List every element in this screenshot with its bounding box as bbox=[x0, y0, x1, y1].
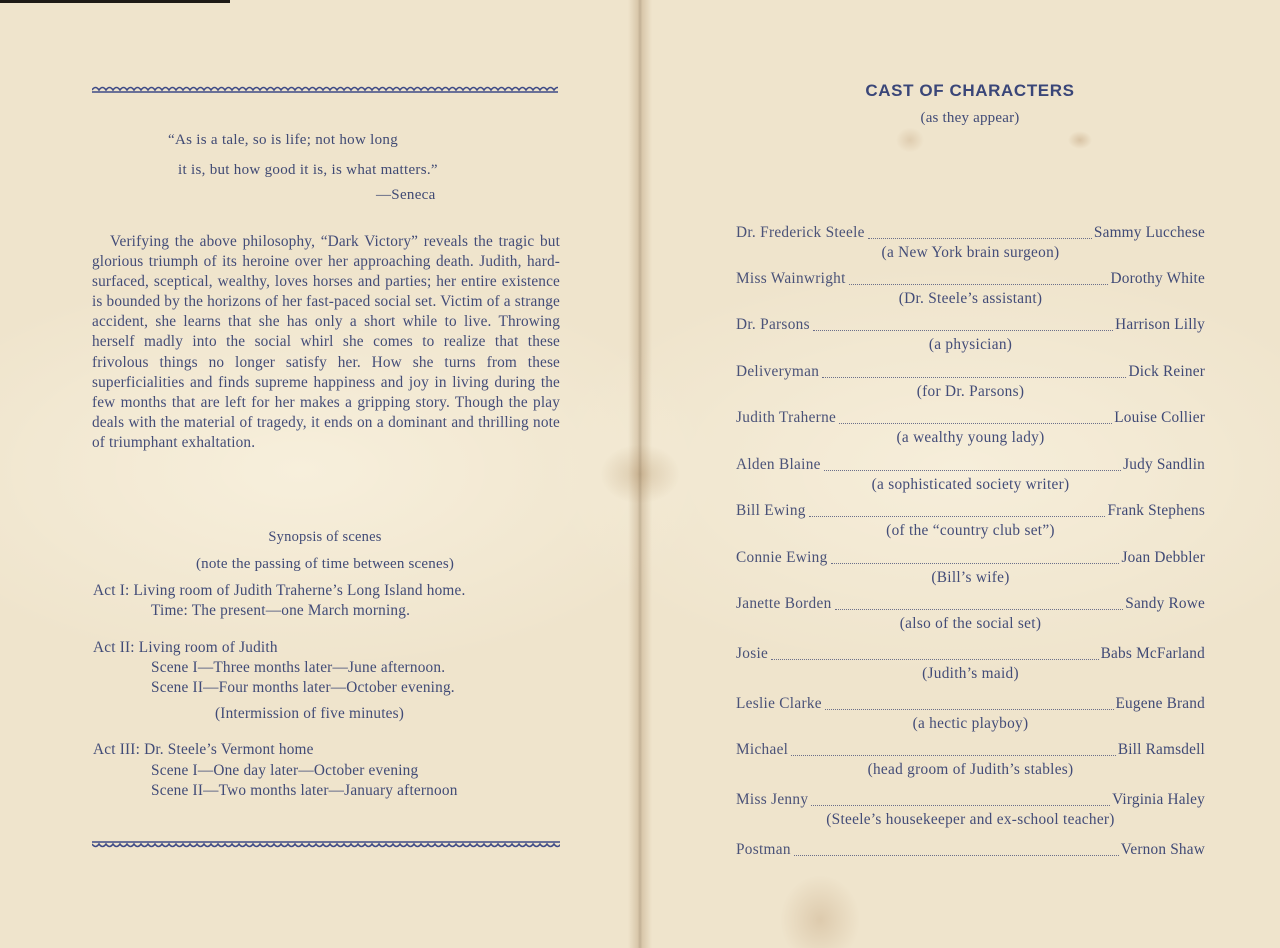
leader-dots bbox=[813, 329, 1113, 331]
cast-role: Dr. Frederick Steele bbox=[736, 224, 865, 241]
cast-role-description: (also of the social set) bbox=[899, 615, 1042, 632]
cast-role: Connie Ewing bbox=[736, 549, 828, 566]
cast-role-description: (of the “country club set”) bbox=[886, 522, 1055, 539]
act2-line2: Scene I—Three months later—June afternoon. bbox=[151, 659, 446, 676]
quote-attribution: —Seneca bbox=[376, 187, 436, 203]
cast-entry bbox=[736, 695, 1205, 715]
cast-actor: Louise Collier bbox=[1114, 409, 1205, 426]
cast-actor: Judy Sandlin bbox=[1123, 456, 1205, 473]
leader-dots bbox=[831, 562, 1120, 564]
page-edge-shadow bbox=[0, 0, 230, 3]
cast-entry bbox=[736, 791, 1205, 811]
cast-role-description: (a hectic playboy) bbox=[912, 715, 1029, 732]
cast-role: Janette Borden bbox=[736, 595, 832, 612]
intermission-note: (Intermission of five minutes) bbox=[215, 705, 405, 722]
synopsis-title: Synopsis of scenes bbox=[268, 529, 382, 545]
cast-actor: Harrison Lilly bbox=[1115, 316, 1205, 333]
leader-dots bbox=[839, 422, 1112, 424]
act3-line3: Scene II—Two months later—January afternoon bbox=[151, 782, 458, 799]
leader-dots bbox=[794, 854, 1119, 856]
leader-dots bbox=[822, 376, 1126, 378]
cast-role-description: (Bill’s wife) bbox=[931, 569, 1010, 586]
quote-line-2: it is, but how good it is, is what matters.” bbox=[178, 162, 438, 178]
act2-line3: Scene II—Four months later—October evening. bbox=[151, 679, 455, 696]
cast-actor: Sammy Lucchese bbox=[1093, 224, 1205, 241]
cast-role: Judith Traherne bbox=[736, 409, 837, 426]
cast-actor: Joan Debbler bbox=[1121, 549, 1205, 566]
cast-entry bbox=[736, 316, 1205, 336]
quote-line-1: “As is a tale, so is life; not how long bbox=[168, 132, 399, 148]
leader-dots bbox=[824, 469, 1121, 471]
cast-subheading: (as they appear) bbox=[920, 110, 1020, 126]
cast-actor: Dick Reiner bbox=[1128, 363, 1205, 380]
leader-dots bbox=[825, 708, 1114, 710]
cast-actor: Vernon Shaw bbox=[1120, 841, 1205, 858]
cast-actor: Virginia Haley bbox=[1112, 791, 1205, 808]
cast-role-description: (for Dr. Parsons) bbox=[916, 383, 1025, 400]
cast-entry bbox=[736, 841, 1205, 861]
cast-entry bbox=[736, 595, 1205, 615]
cast-role-description: (a wealthy young lady) bbox=[896, 429, 1045, 446]
act1-line1: Act I: Living room of Judith Traherne’s Long Island home. bbox=[93, 582, 466, 599]
cast-role: Miss Wainwright bbox=[736, 270, 846, 287]
cast-entry bbox=[736, 456, 1205, 476]
act1-line2: Time: The present—one March morning. bbox=[151, 602, 411, 619]
top-ornamental-rule bbox=[92, 84, 558, 94]
cast-role-description: (a sophisticated society writer) bbox=[871, 476, 1070, 493]
cast-actor: Bill Ramsdell bbox=[1117, 741, 1205, 758]
cast-role: Miss Jenny bbox=[736, 791, 809, 808]
bottom-ornamental-rule bbox=[92, 840, 560, 850]
cast-role-description: (a New York brain surgeon) bbox=[881, 244, 1060, 261]
cast-entry bbox=[736, 645, 1205, 665]
cast-role-description: (Judith’s maid) bbox=[922, 665, 1019, 682]
cast-role: Alden Blaine bbox=[736, 456, 821, 473]
cast-role: Deliveryman bbox=[736, 363, 820, 380]
cast-entry bbox=[736, 224, 1205, 244]
cast-role: Dr. Parsons bbox=[736, 316, 810, 333]
cast-role-description: (head groom of Judith’s stables) bbox=[867, 761, 1074, 778]
play-description bbox=[92, 232, 560, 453]
act2-line1: Act II: Living room of Judith bbox=[93, 639, 278, 656]
cast-entry bbox=[736, 409, 1205, 429]
cast-entry bbox=[736, 549, 1205, 569]
leader-dots bbox=[811, 804, 1110, 806]
cast-role: Bill Ewing bbox=[736, 502, 806, 519]
cast-heading: CAST OF CHARACTERS bbox=[865, 81, 1075, 100]
cast-role: Leslie Clarke bbox=[736, 695, 822, 712]
cast-actor: Babs McFarland bbox=[1100, 645, 1205, 662]
cast-role: Josie bbox=[736, 645, 769, 662]
cast-actor: Sandy Rowe bbox=[1125, 595, 1205, 612]
leader-dots bbox=[791, 754, 1116, 756]
leader-dots bbox=[849, 283, 1109, 285]
cast-entry bbox=[736, 270, 1205, 290]
leader-dots bbox=[835, 608, 1124, 610]
cast-role: Postman bbox=[736, 841, 791, 858]
cast-role: Michael bbox=[736, 741, 789, 758]
cast-actor: Eugene Brand bbox=[1115, 695, 1205, 712]
leader-dots bbox=[771, 658, 1099, 660]
synopsis-note: (note the passing of time between scenes) bbox=[195, 556, 455, 572]
cast-role-description: (a physician) bbox=[928, 336, 1013, 353]
play-description-text: Verifying the above philosophy, “Dark Victory” reveals the tragic but glorious triumph of its heroine over her approaching death. Judith, hard-surfaced, sceptical, wealthy, loves horses and parties; her entire existence is bounded by the horizons of her fast-paced social set. Victim of a strange accident, she learns that she has only a short while to live. Throwing herself madly into the social whirl she comes to realize that these frivolous things no longer satisfy her. How she turns from these superficialities and finds supreme happiness and joy in living during the few months that are left for her makes a gripping story. Though the play deals with the material of tragedy, it ends on a dominant and thrilling note of triumphant exhaltation. bbox=[92, 233, 560, 451]
leader-dots bbox=[868, 237, 1092, 239]
cast-role-description: (Dr. Steele’s assistant) bbox=[898, 290, 1043, 307]
cast-actor: Dorothy White bbox=[1110, 270, 1205, 287]
cast-role-description: (Steele’s housekeeper and ex-school teacher) bbox=[826, 811, 1115, 828]
cast-entry bbox=[736, 741, 1205, 761]
center-fold bbox=[628, 0, 652, 948]
act3-line2: Scene I—One day later—October evening bbox=[151, 762, 419, 779]
cast-entry bbox=[736, 363, 1205, 383]
cast-entry bbox=[736, 502, 1205, 522]
act3-line1: Act III: Dr. Steele’s Vermont home bbox=[93, 741, 314, 758]
cast-actor: Frank Stephens bbox=[1107, 502, 1205, 519]
leader-dots bbox=[809, 515, 1106, 517]
